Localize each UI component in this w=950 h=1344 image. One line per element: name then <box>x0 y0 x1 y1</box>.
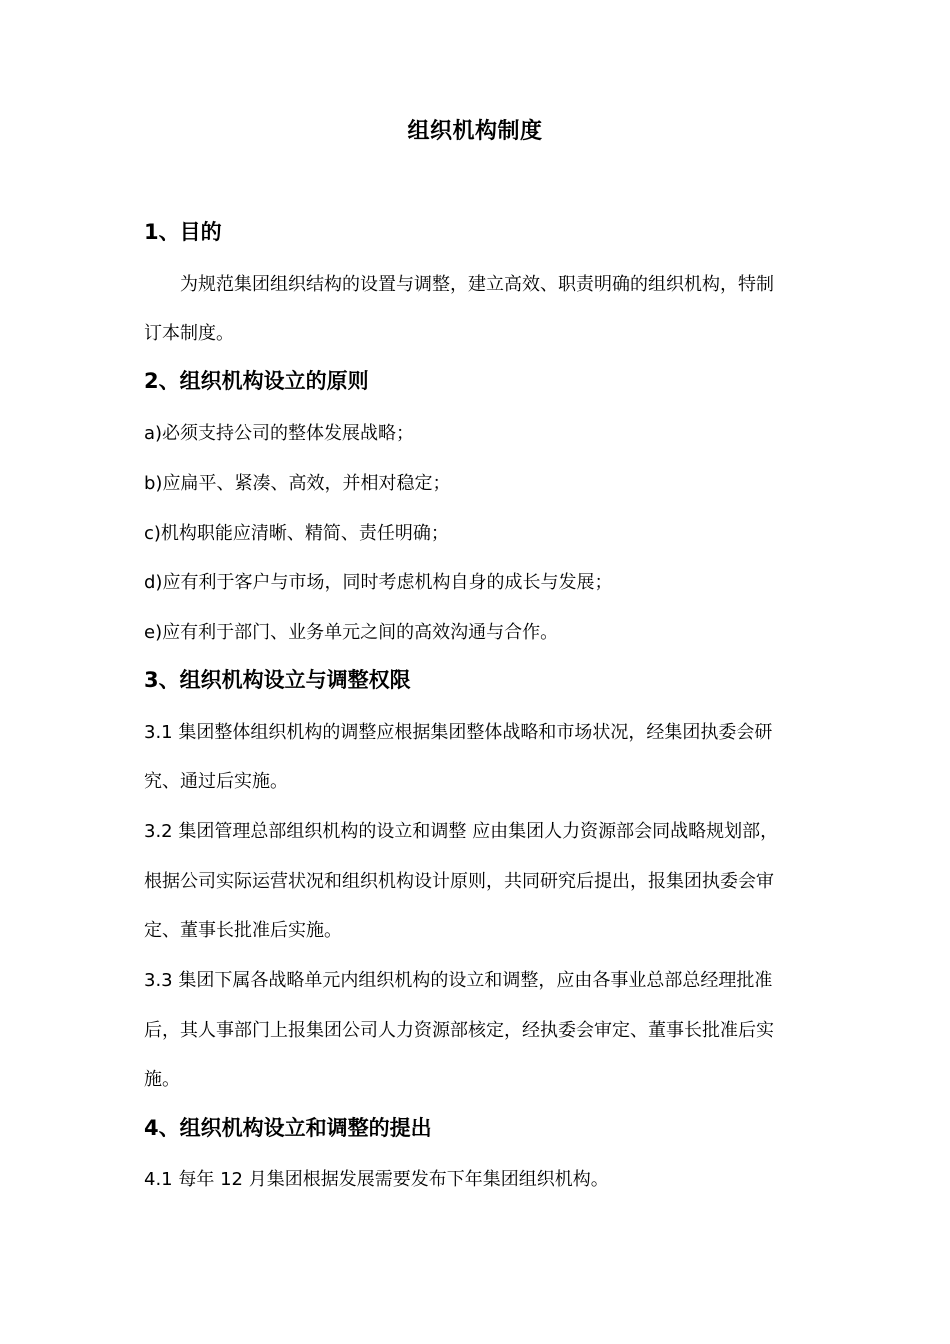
paragraph-line: 定、董事长批准后实施。 <box>144 920 342 941</box>
paragraph-line: 根据公司实际运营状况和组织机构设计原则，共同研究后提出，报集团执委会审 <box>144 871 774 892</box>
principle-item-c: c)机构职能应清晰、精简、责任明确； <box>144 523 449 544</box>
principle-item-d: d)应有利于客户与市场，同时考虑机构自身的成长与发展； <box>144 572 613 593</box>
paragraph-line: 为规范集团组织结构的设置与调整，建立高效、职责明确的组织机构，特制 <box>180 274 774 295</box>
paragraph-line: 3.3 集团下属各战略单元内组织机构的设立和调整，应由各事业总部总经理批准 <box>144 970 773 991</box>
paragraph-line: 3.2 集团管理总部组织机构的设立和调整 应由集团人力资源部会同战略规划部， <box>144 821 779 842</box>
section-heading-purpose: 1、目的 <box>144 220 222 244</box>
paragraph-line: 后，其人事部门上报集团公司人力资源部核定，经执委会审定、董事长批准后实 <box>144 1020 774 1041</box>
paragraph-line: 3.1 集团整体组织机构的调整应根据集团整体战略和市场状况，经集团执委会研 <box>144 722 773 743</box>
section-heading-authority: 3、组织机构设立与调整权限 <box>144 668 411 692</box>
principle-item-b: b)应扁平、紧凑、高效，并相对稳定； <box>144 473 451 494</box>
paragraph-line: 究、通过后实施。 <box>144 771 288 792</box>
paragraph-line: 施。 <box>144 1069 180 1090</box>
principle-item-a: a)必须支持公司的整体发展战略； <box>144 423 415 444</box>
section-heading-proposal: 4、组织机构设立和调整的提出 <box>144 1116 432 1140</box>
paragraph-line: 订本制度。 <box>144 323 234 344</box>
principle-item-e: e)应有利于部门、业务单元之间的高效沟通与合作。 <box>144 622 559 643</box>
paragraph-line: 4.1 每年 12 月集团根据发展需要发布下年集团组织机构。 <box>144 1169 609 1190</box>
section-heading-principles: 2、组织机构设立的原则 <box>144 369 369 393</box>
document-title: 组织机构制度 <box>407 119 543 144</box>
